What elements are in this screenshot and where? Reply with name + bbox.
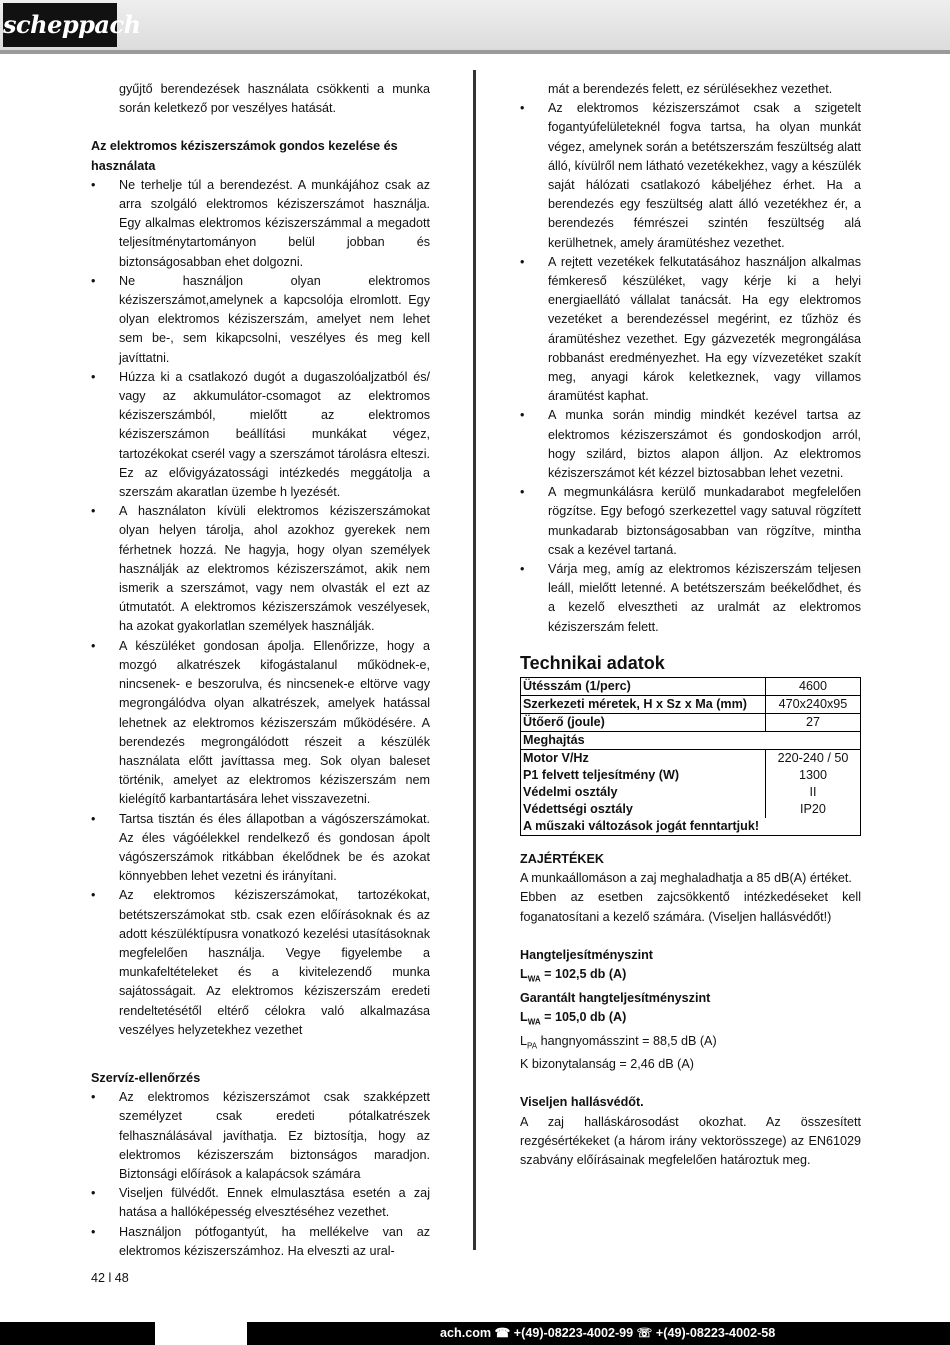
continuation-text: mát a berendezés felett, ez sérülésekhez vezethet. xyxy=(548,82,833,96)
table-row xyxy=(521,677,861,695)
table-value: 1300 xyxy=(798,767,828,782)
sound-power-title: Hangteljesítményszint xyxy=(520,947,653,962)
table-row xyxy=(521,749,861,767)
right-column xyxy=(520,80,861,1170)
list-item: • Az elektromos kéziszerszámokat, tartozékokat, betétszerszámokat stb. csak ezen előírásoknak és az adott készüléktípusra vonatkozó kezelési utasításoknak megfelelően használja. Vegye figyelembe a munkafeltételeket és a kivitelezendő munka sajátosságait. Az elektromos kéziszerszám eredeti rendeltetésétől eltérő célokra való alkalmazása veszélyes helyzetekhez vezethet xyxy=(91,886,430,1040)
scheppach-logo: scheppach xyxy=(3,3,117,47)
table-row xyxy=(521,731,861,749)
lpa-number: hangnyomásszint = 88,5 dB (A) xyxy=(537,1033,717,1048)
list-item: • A használaton kívüli elektromos kéziszerszámokat olyan helyen tárolja, ahol azokhoz gyerekek nem férhetnek hozzá. Ne hagyja, hogy olyan személyek használják az elektromos kéziszerszámot, akik nem ismerik a szerszámot, vagy nem olvasták el ezt az útmutatót. A elektromos kéziszerszámok veszélyesek, ha azokat gyakorlatlan személyek használják. xyxy=(91,502,430,636)
table-key: Meghajtás xyxy=(521,731,861,749)
table-key: Védettségi osztály xyxy=(521,801,766,818)
table-row xyxy=(521,818,861,836)
guaranteed-power-title: Garantált hangteljesítményszint xyxy=(520,990,711,1005)
page-header xyxy=(0,0,950,54)
lwa-symbol: L xyxy=(520,966,528,981)
table-key: Motor V/Hz xyxy=(521,749,766,767)
table-key: Ütésszám (1/perc) xyxy=(521,677,766,695)
left-column xyxy=(91,80,430,1261)
noise-text: Ebben az esetben zajcsökkentő intézkedéseket kell foganatosítani a kezelő számára. (Viseljen hallásvédőt!) xyxy=(520,890,861,924)
list-item: • A rejtett vezetékek felkutatásához használjon alkalmas fémkereső készüléket, vagy kérje ki a helyi energiaellátó vállalat tanácsát. Ha egy elektromos vezetéket a berendezéssel megérint, ez tűzhöz és áramütéshez vezethet. Egy gázvezeték megrongálása robbanást eredményezhet. Ha egy vízvezetéket szakít meg, anyagi károk keletkeznek, vagy villamos áramütést kaphat. xyxy=(520,253,861,407)
section-title-handling: Az elektromos kéziszerszámok gondos kezelése és használata xyxy=(91,139,398,173)
lpa-symbol: L xyxy=(520,1033,528,1048)
table-value: 470x240x95 xyxy=(766,695,861,713)
tech-data-title: Technikai adatok xyxy=(520,652,665,673)
lwa-subscript: WA xyxy=(527,1017,541,1027)
k-uncertainty: K bizonytalanság = 2,46 dB (A) xyxy=(520,1057,694,1072)
handling-list xyxy=(91,176,430,1040)
noise-text: A munkaállomáson a zaj meghaladhatja a 85 dB(A) értéket. xyxy=(520,871,852,886)
table-value: 4600 xyxy=(766,677,861,695)
intro-text: gyűjtő berendezések használata csökkenti a munka során keletkező por veszélyes hatását. xyxy=(119,82,430,116)
table-row xyxy=(521,784,861,801)
lpa-value xyxy=(520,1032,861,1056)
list-item: • Az elektromos kéziszerszámot csak a szigetelt fogantyúfelületeknél fogva tartsa, ha olyan munkát végez, amelynek során a betétszerszám feszültség alatt álló, kívülről nem látható vezetékekhez, vagy a készülék saját hálózati csatlakozó kábeljéhez érhet. Ha a berendezés egy feszültség alatt álló vezetékhez ér, a berendezés fémrészei szintén feszültség alá kerülhetnek, amely áramütéshez vezethet. xyxy=(520,99,861,253)
page-number: 42 l 48 xyxy=(91,1271,129,1285)
section-title-service: Szervíz-ellenőrzés xyxy=(91,1070,201,1085)
list-item: • Viseljen fülvédőt. Ennek elmulasztása esetén a zaj hatása a hallóképesség elvesztéséhez vezethet. xyxy=(91,1184,430,1222)
wear-protection-text: A zaj halláskárosodást okozhat. Az összesített rezgésértékeket (a három irány vektorösszege) az EN61029 szabvány előírásainak megfelelően határoztuk meg. xyxy=(520,1114,861,1168)
lwa-guaranteed-value xyxy=(520,1008,861,1032)
lwa-subscript: WA xyxy=(527,974,541,984)
table-value: 220-240 / 50 xyxy=(777,750,849,765)
list-item: • Használjon pótfogantyút, ha mellékelve van az elektromos kéziszerszámhoz. Ha elveszti az ural- xyxy=(91,1223,430,1261)
table-row xyxy=(521,767,861,784)
lwa-value xyxy=(520,965,861,989)
table-row xyxy=(521,713,861,731)
safety-list xyxy=(520,99,861,637)
table-value: IP20 xyxy=(800,801,826,816)
table-key: P1 felvett teljesítmény (W) xyxy=(521,767,766,784)
list-item: • Húzza ki a csatlakozó dugót a dugaszolóaljzatból és/ vagy az akkumulátor-csomagot az elektromos kéziszerszámból, mielőtt az elektromos kéziszerszámon beállítási munkákat végez, tartozékokat cserél vagy a szerszámot tárolásra elteszi. Ez az elővigyázatossági intézkedés meggátolja a szerszám akaratlan üzembe h lyezését. xyxy=(91,368,430,502)
tech-data-table xyxy=(520,677,861,836)
lwa-number: = 105,0 db (A) xyxy=(540,1009,627,1024)
table-note: A műszaki változások jogát fenntartjuk! xyxy=(523,818,760,833)
list-item: • A munka során mindig mindkét kezével tartsa az elektromos kéziszerszámot és gondoskodjon arról, hogy szilárd, biztos alapon álljon. Az elektromos kéziszerszámot két kézzel biztosabban lehet vezetni. xyxy=(520,406,861,483)
table-key: Védelmi osztály xyxy=(521,784,766,801)
wear-protection-title: Viseljen hallásvédőt. xyxy=(520,1095,644,1110)
list-item: • A megmunkálásra kerülő munkadarabot megfelelően rögzítse. Egy befogó szerkezettel vagy satuval rögzített munkadarab biztonságosabban van rögzítve, mintha csak a kezével tartaná. xyxy=(520,483,861,560)
table-row xyxy=(521,695,861,713)
table-value: 27 xyxy=(766,713,861,731)
list-item: • Ne terhelje túl a berendezést. A munkájához csak az arra szolgáló elektromos kéziszerszámot használja. Egy alkalmas elektromos kéziszerszámmal a megadott teljesítménytartományon belül jobban és biztonságosabban ehet dolgozni. xyxy=(91,176,430,272)
table-key: Szerkezeti méretek, H x Sz x Ma (mm) xyxy=(521,695,766,713)
list-item: • Az elektromos kéziszerszámot csak szakképzett személyzet csak eredeti pótalkatrészek felhasználásával javíthatja. Ez biztosítja, hogy az elektromos kéziszerszám biztonságos maradjon. Biztonsági előírások a kalapácsok számára xyxy=(91,1088,430,1184)
noise-title: ZAJÉRTÉKEK xyxy=(520,851,604,866)
page-footer xyxy=(0,1322,950,1345)
list-item: • Ne használjon olyan elektromos kéziszerszámot,amelynek a kapcsolója elromlott. Egy olyan elektromos kéziszerszám, amelyet nem lehet sem be-, sem kikapcsolni, veszélyes és meg kell javíttatni. xyxy=(91,272,430,368)
table-value: II xyxy=(809,784,817,799)
lwa-number: = 102,5 db (A) xyxy=(540,966,627,981)
list-item: • Tartsa tisztán és éles állapotban a vágószerszámokat. Az éles vágóélekkel rendelkező és gondosan ápolt vágószerszámok ritkábban ékelődnek be és azokat könnyebben lehet vezetni és irányítani. xyxy=(91,810,430,887)
list-item: • Várja meg, amíg az elektromos kéziszerszám teljesen leáll, mielőtt letenné. A betétszerszám beékelődhet, és a kezelő elvesztheti az uralmát az elektromos kéziszerszám felett. xyxy=(520,560,861,637)
lpa-subscript: PA xyxy=(527,1041,538,1051)
table-row xyxy=(521,801,861,818)
list-item: • A készüléket gondosan ápolja. Ellenőrizze, hogy a mozgó alkatrészek kifogástalanul működnek-e, nincsenek- e beszorulva, és nincsenek-e eltörve vagy megrongálódva olyan alkatrészek, amelyek hatással lehetnek az elektromos kéziszerszám működésére. A berendezés megrongálódott részeit a készülék használata előtt javíttassa meg. Sok olyan baleset történik, amelyet az elektromos kéziszerszám nem kielégítő karbantartására lehet visszavezetni. xyxy=(91,637,430,810)
footer-gap xyxy=(155,1322,247,1345)
footer-contact: ach.com ☎ +(49)-08223-4002-99 ☏ +(49)-08223-4002-58 xyxy=(440,1326,776,1340)
lwa-symbol: L xyxy=(520,1009,528,1024)
table-key: Ütőerő (joule) xyxy=(521,713,766,731)
service-list xyxy=(91,1088,430,1261)
column-divider xyxy=(473,70,476,1250)
